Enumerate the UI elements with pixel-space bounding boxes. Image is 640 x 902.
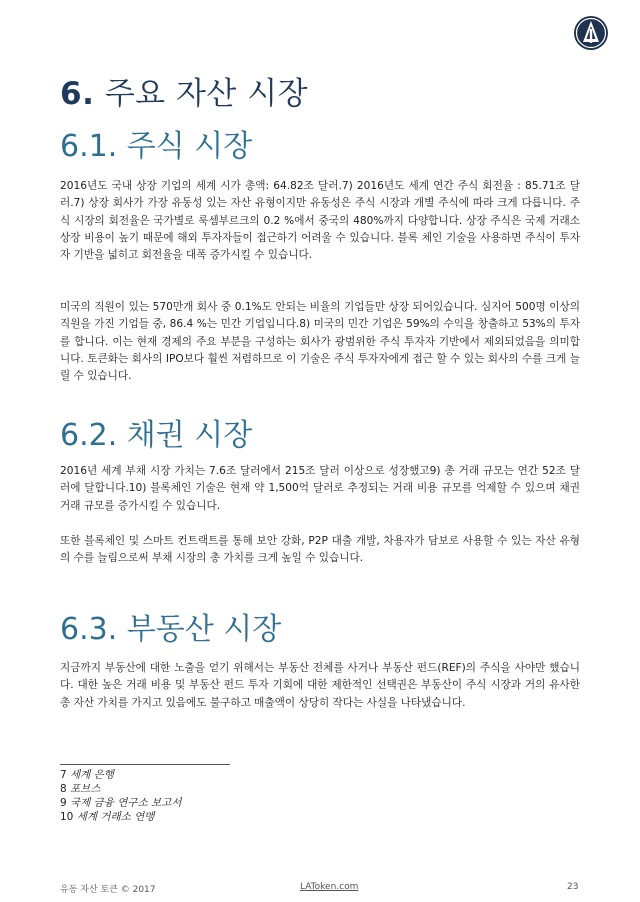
section-title-stocks: 6.1. 주식 시장 <box>60 129 253 164</box>
stocks-paragraph-1: 2016년도 국내 상장 기업의 세계 시가 총액: 64.82조 달러.7) 2016년도 세계 연간 주식 회전율 : 85.71조 달러.7) 상장 회사가 가장 유동성 있는 자산 유형이지만 유동성은 주식 시장과 개별 주식에 따라 크게 다릅니다. 주식 시장의 회전율은 국가별로 룩셈부르크의 0.2 %에서 중국의 480%까지 다양합니다. 상장 주식은 국제 거래소 상장 비용이 높기 때문에 해외 투자자들이 접근하기 어려울 수 있습니다. 블록 체인 기술을 사용하면 주식이 투자자 기반을 넓히고 회전율을 대폭 증가시킬 수 있습니다. <box>60 180 580 262</box>
page-heading <box>60 68 308 113</box>
heading-number: 6. <box>60 76 95 112</box>
footer-link[interactable] <box>300 882 358 892</box>
stocks-paragraph-2: 미국의 직원이 있는 570만개 회사 중 0.1%도 안되는 비율의 기업들만 상장 되어있습니다. 심지어 500명 이상의 직원을 가진 기업들 중, 86.4 %는 민간 기업입니다.8) 미국의 민간 기업은 59%의 수익을 창출하고 53%의 투자를 합니다. 이는 현재 경제의 주요 부분을 구성하는 회사가 광범위한 주식 투자자 기반에서 제외되었음을 의미합니다. 토큰화는 회사의 IPO보다 훨씬 저렴하므로 이 기술은 주식 투자자에게 접근 할 수 있는 회사의 수를 크게 늘릴 수 있습니다. <box>60 301 580 383</box>
footer-copyright: 유동 자산 토큰 © 2017 <box>60 885 156 895</box>
footnote-10: 10 세계 거래소 연맹 <box>60 811 155 823</box>
bonds-paragraph-2: 또한 블록체인 및 스마트 컨트랙트를 통해 보안 강화, P2P 대출 개발, 차용자가 담보로 사용할 수 있는 자산 유형의 수를 늘림으로써 부채 시장의 총 가치를 크게 높일 수 있습니다. <box>60 535 580 565</box>
bonds-paragraph-1: 2016년 세계 부채 시장 가치는 7.6조 달러에서 215조 달러 이상으로 성장했고9) 총 거래 규모는 연간 52조 달러에 달합니다.10) 블록체인 기술은 현재 약 1,500억 달러로 추정되는 거래 비용 규모를 억제할 수 있으며 채권 거래 규모를 증가시킬 수 있습니다. <box>60 465 580 512</box>
latoken-logo-icon <box>573 15 609 51</box>
footnote-9: 9 국제 금융 연구소 보고서 <box>60 797 182 809</box>
footnote-8: 8 포브스 <box>60 783 101 795</box>
real-estate-paragraph-1: 지금까지 부동산에 대한 노출을 얻기 위해서는 부동산 전체를 사거나 부동산 펀드(REF)의 주식을 사야만 했습니다. 대한 높은 거래 비용 및 부동산 펀드 투자 기회에 대한 제한적인 선택권은 부동산이 주식 시장과 거의 유사한 총 자산 가치를 가지고 있음에도 불구하고 매출액이 상당히 작다는 사실을 나타냈습니다. <box>60 662 580 709</box>
section-title-bonds: 6.2. 채권 시장 <box>60 418 253 453</box>
footer-website-link[interactable]: LAToken.com <box>300 882 359 892</box>
section-title-real-estate: 6.3. 부동산 시장 <box>60 612 282 647</box>
footnote-7: 7 세계 은행 <box>60 769 114 781</box>
footer-page-number: 23 <box>567 882 579 892</box>
heading-text: 주요 자산 시장 <box>104 76 309 112</box>
footnote-divider <box>60 764 230 765</box>
